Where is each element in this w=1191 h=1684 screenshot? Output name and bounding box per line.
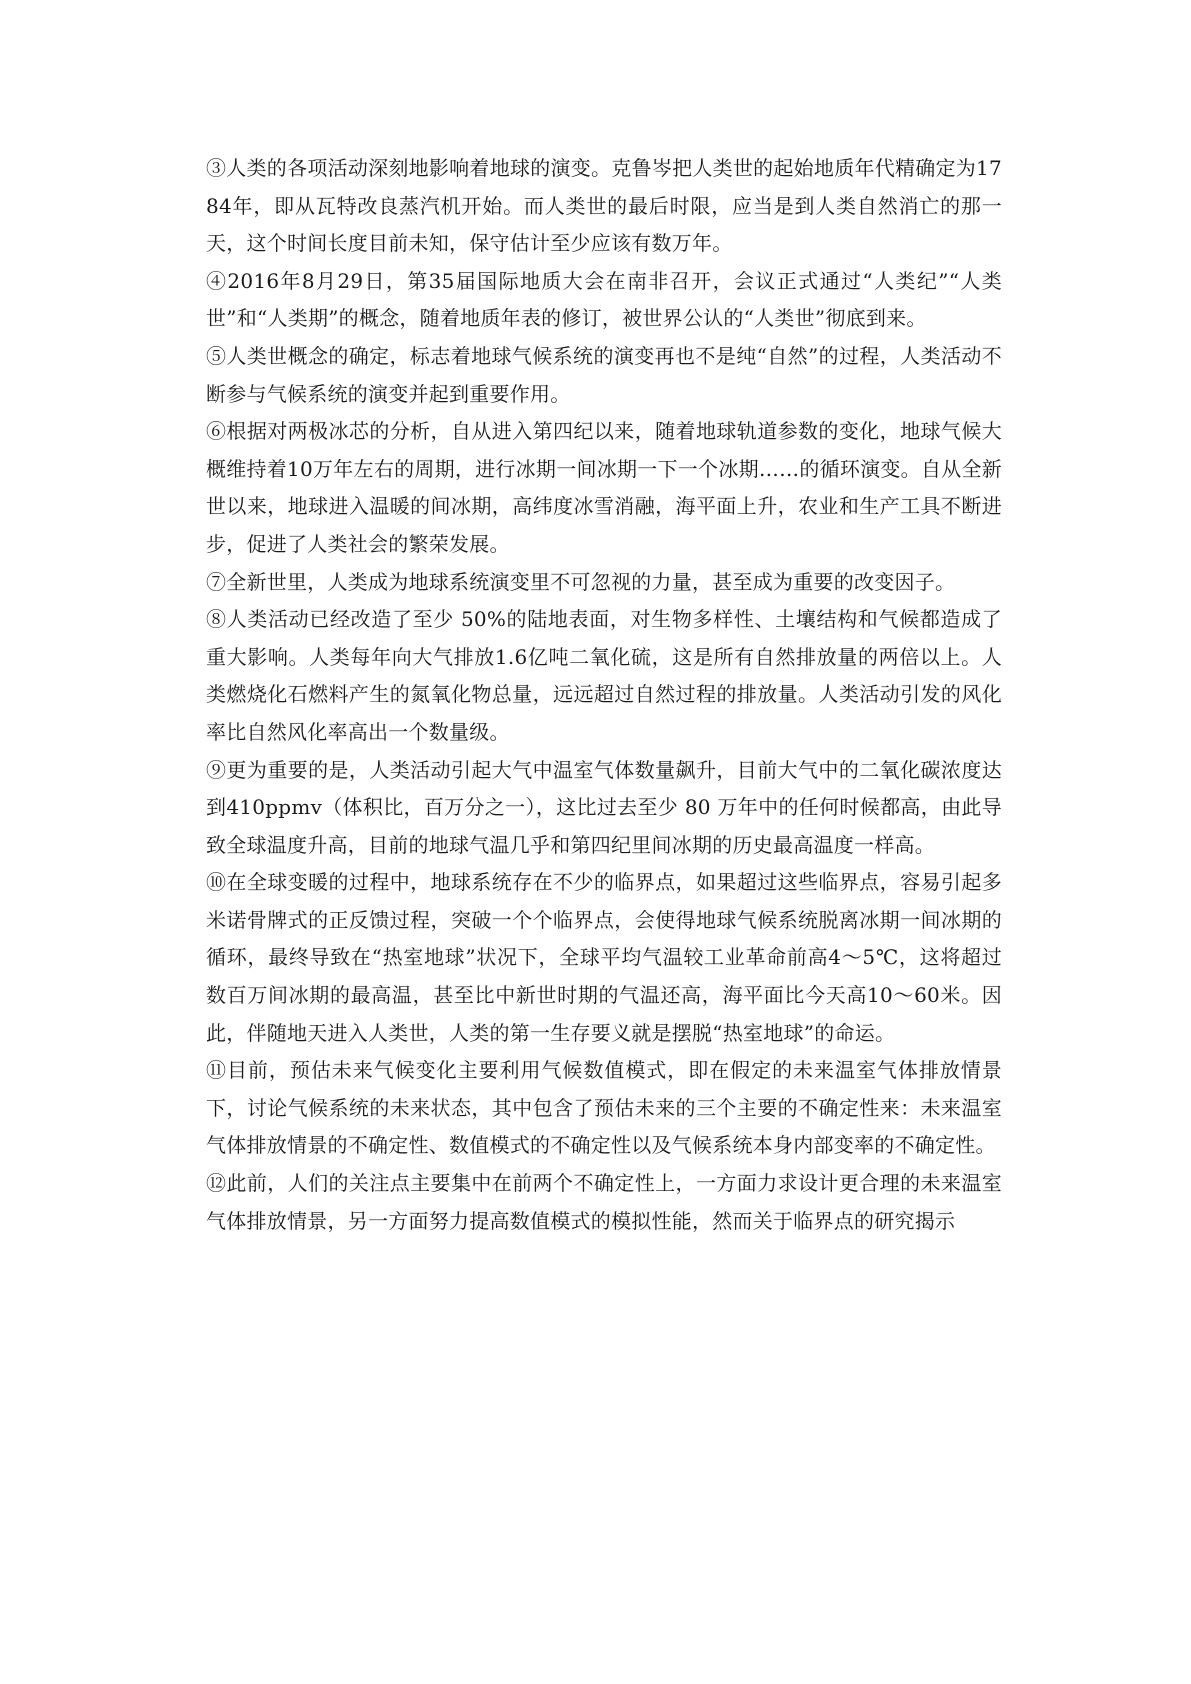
paragraph-10: ⑩在全球变暖的过程中，地球系统存在不少的临界点，如果超过这些临界点，容易引起多米诺骨牌式的正反馈过程，突破一个个临界点，会使得地球气候系统脱离冰期一间冰期的循环，最终导致在“热室地球”状况下，全球平均气温较工业革命前高4～5℃，这将超过数百万间冰期的最高温，甚至比中新世时期的气温还高，海平面比今天高10～60米。因此，伴随地天进入人类世，人类的第一生存要义就是摆脱“热室地球”的命运。 [206, 870, 1002, 1045]
paragraph-5: ⑤人类世概念的确定，标志着地球气候系统的演变再也不是纯“自然”的过程，人类活动不断参与气候系统的演变并起到重要作用。 [206, 343, 1002, 406]
paragraph-7: ⑦全新世里，人类成为地球系统演变里不可忽视的力量，甚至成为重要的改变因子。 [206, 569, 956, 594]
paragraph-4: ④2016年8月29日，第35届国际地质大会在南非召开，会议正式通过“人类纪”“人类世”和“人类期”的概念，随着地质年表的修订，被世界公认的“人类世”彻底到来。 [206, 268, 1002, 331]
paragraph-9: ⑨更为重要的是，人类活动引起大气中温室气体数量飙升，目前大气中的二氧化碳浓度达到410ppmv（体积比，百万分之一），这比过去至少 80 万年中的任何时候都高，由此导致全球温度升高，目前的地球气温几乎和第四纪里间冰期的历史最高温度一样高。 [206, 757, 1002, 857]
article-body [206, 150, 1002, 1240]
paragraph-8: ⑧人类活动已经改造了至少 50%的陆地表面，对生物多样性、土壤结构和气候都造成了重大影响。人类每年向大气排放1.6亿吨二氧化硫，这是所有自然排放量的两倍以上。人类燃烧化石燃料产生的氮氧化物总量，远远超过自然过程的排放量。人类活动引发的风化率比自然风化率高出一个数量级。 [206, 607, 1002, 744]
paragraph-11: ⑪目前，预估未来气候变化主要利用气候数值模式，即在假定的未来温室气体排放情景下，讨论气候系统的未来状态，其中包含了预估未来的三个主要的不确定性来：未来温室气体排放情景的不确定性、数值模式的不确定性以及气候系统本身内部变率的不确定性。 [206, 1058, 1002, 1158]
paragraph-12: ⑫此前，人们的关注点主要集中在前两个不确定性上，一方面力求设计更合理的未来温室气体排放情景，另一方面努力提高数值模式的模拟性能，然而关于临界点的研究揭示 [206, 1171, 1002, 1233]
paragraph-6: ⑥根据对两极冰芯的分析，自从进入第四纪以来，随着地球轨道参数的变化，地球气候大概维持着10万年左右的周期，进行冰期一间冰期一下一个冰期……的循环演变。自从全新世以来，地球进入温暖的间冰期，高纬度冰雪消融，海平面上升，农业和生产工具不断进步，促进了人类社会的繁荣发展。 [206, 419, 1002, 556]
paragraph-3: ③人类的各项活动深刻地影响着地球的演变。克鲁岑把人类世的起始地质年代精确定为1784年，即从瓦特改良蒸汽机开始。而人类世的最后时限，应当是到人类自然消亡的那一天，这个时间长度目前未知，保守估计至少应该有数万年。 [206, 156, 1002, 256]
